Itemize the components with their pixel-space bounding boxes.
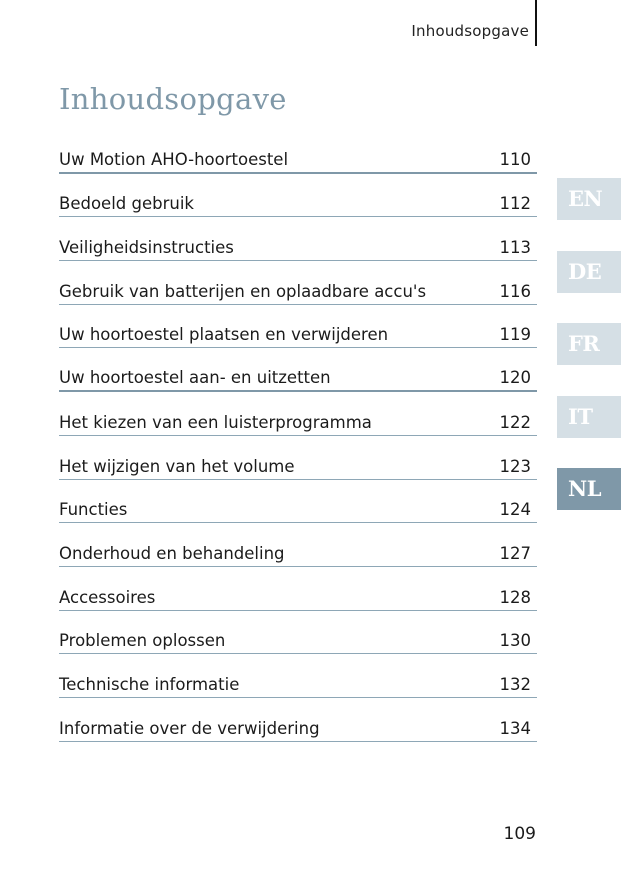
language-tab-nl[interactable]: NL xyxy=(557,468,621,510)
toc-entry[interactable] xyxy=(59,436,537,480)
toc-entry-page: 127 xyxy=(499,543,531,563)
toc-entry-title: Het kiezen van een luisterprogramma xyxy=(59,412,372,432)
toc-entry-title: Uw hoortoestel aan- en uitzetten xyxy=(59,368,331,388)
toc-entry[interactable] xyxy=(59,523,537,567)
toc-entry-title: Gebruik van batterijen en oplaadbare accu's xyxy=(59,281,427,301)
toc-entry[interactable] xyxy=(59,480,537,524)
toc-entry-title: Uw hoortoestel plaatsen en verwijderen xyxy=(59,325,389,345)
toc-entry-title: Functies xyxy=(59,500,128,520)
toc-entry[interactable] xyxy=(59,305,537,349)
toc-list xyxy=(59,130,537,742)
toc-entry-page: 134 xyxy=(499,718,531,738)
toc-entry-page: 116 xyxy=(499,281,531,301)
toc-entry[interactable] xyxy=(59,217,537,261)
toc-entry-title: Problemen oplossen xyxy=(59,631,226,651)
language-tab-de[interactable]: DE xyxy=(557,251,621,293)
toc-entry[interactable] xyxy=(59,174,537,218)
language-tab-it[interactable]: IT xyxy=(557,396,621,438)
page-number: 109 xyxy=(503,824,536,844)
toc-entry[interactable] xyxy=(59,261,537,305)
page-title: Inhoudsopgave xyxy=(59,82,287,116)
toc-entry[interactable] xyxy=(59,611,537,655)
toc-entry-title: Veiligheidsinstructies xyxy=(59,238,234,258)
toc-entry[interactable] xyxy=(59,130,537,174)
toc-entry-page: 130 xyxy=(499,631,531,651)
toc-entry-title: Uw Motion AHO-hoortoestel xyxy=(59,149,289,169)
running-header-title: Inhoudsopgave xyxy=(411,22,529,40)
running-header xyxy=(0,0,537,46)
toc-entry-page: 124 xyxy=(499,500,531,520)
toc-entry[interactable] xyxy=(59,348,537,392)
toc-entry[interactable] xyxy=(59,654,537,698)
toc-entry-page: 122 xyxy=(499,412,531,432)
toc-entry-title: Informatie over de verwijdering xyxy=(59,718,320,738)
toc-entry-page: 128 xyxy=(499,587,531,607)
toc-entry[interactable] xyxy=(59,567,537,611)
toc-entry-page: 132 xyxy=(499,674,531,694)
toc-entry-title: Het wijzigen van het volume xyxy=(59,456,295,476)
toc-entry[interactable] xyxy=(59,392,537,436)
language-tab-en[interactable]: EN xyxy=(557,178,621,220)
toc-entry-page: 120 xyxy=(499,368,531,388)
header-rule xyxy=(535,0,537,46)
toc-entry-page: 112 xyxy=(499,194,531,214)
toc-entry-page: 110 xyxy=(499,149,531,169)
toc-entry-page: 113 xyxy=(499,238,531,258)
toc-entry-page: 119 xyxy=(499,325,531,345)
toc-entry-page: 123 xyxy=(499,456,531,476)
toc-entry-title: Technische informatie xyxy=(59,674,240,694)
toc-entry-title: Bedoeld gebruik xyxy=(59,194,194,214)
toc-entry[interactable] xyxy=(59,698,537,742)
toc-entry-title: Onderhoud en behandeling xyxy=(59,543,285,563)
toc-entry-title: Accessoires xyxy=(59,587,156,607)
language-tab-fr[interactable]: FR xyxy=(557,323,621,365)
